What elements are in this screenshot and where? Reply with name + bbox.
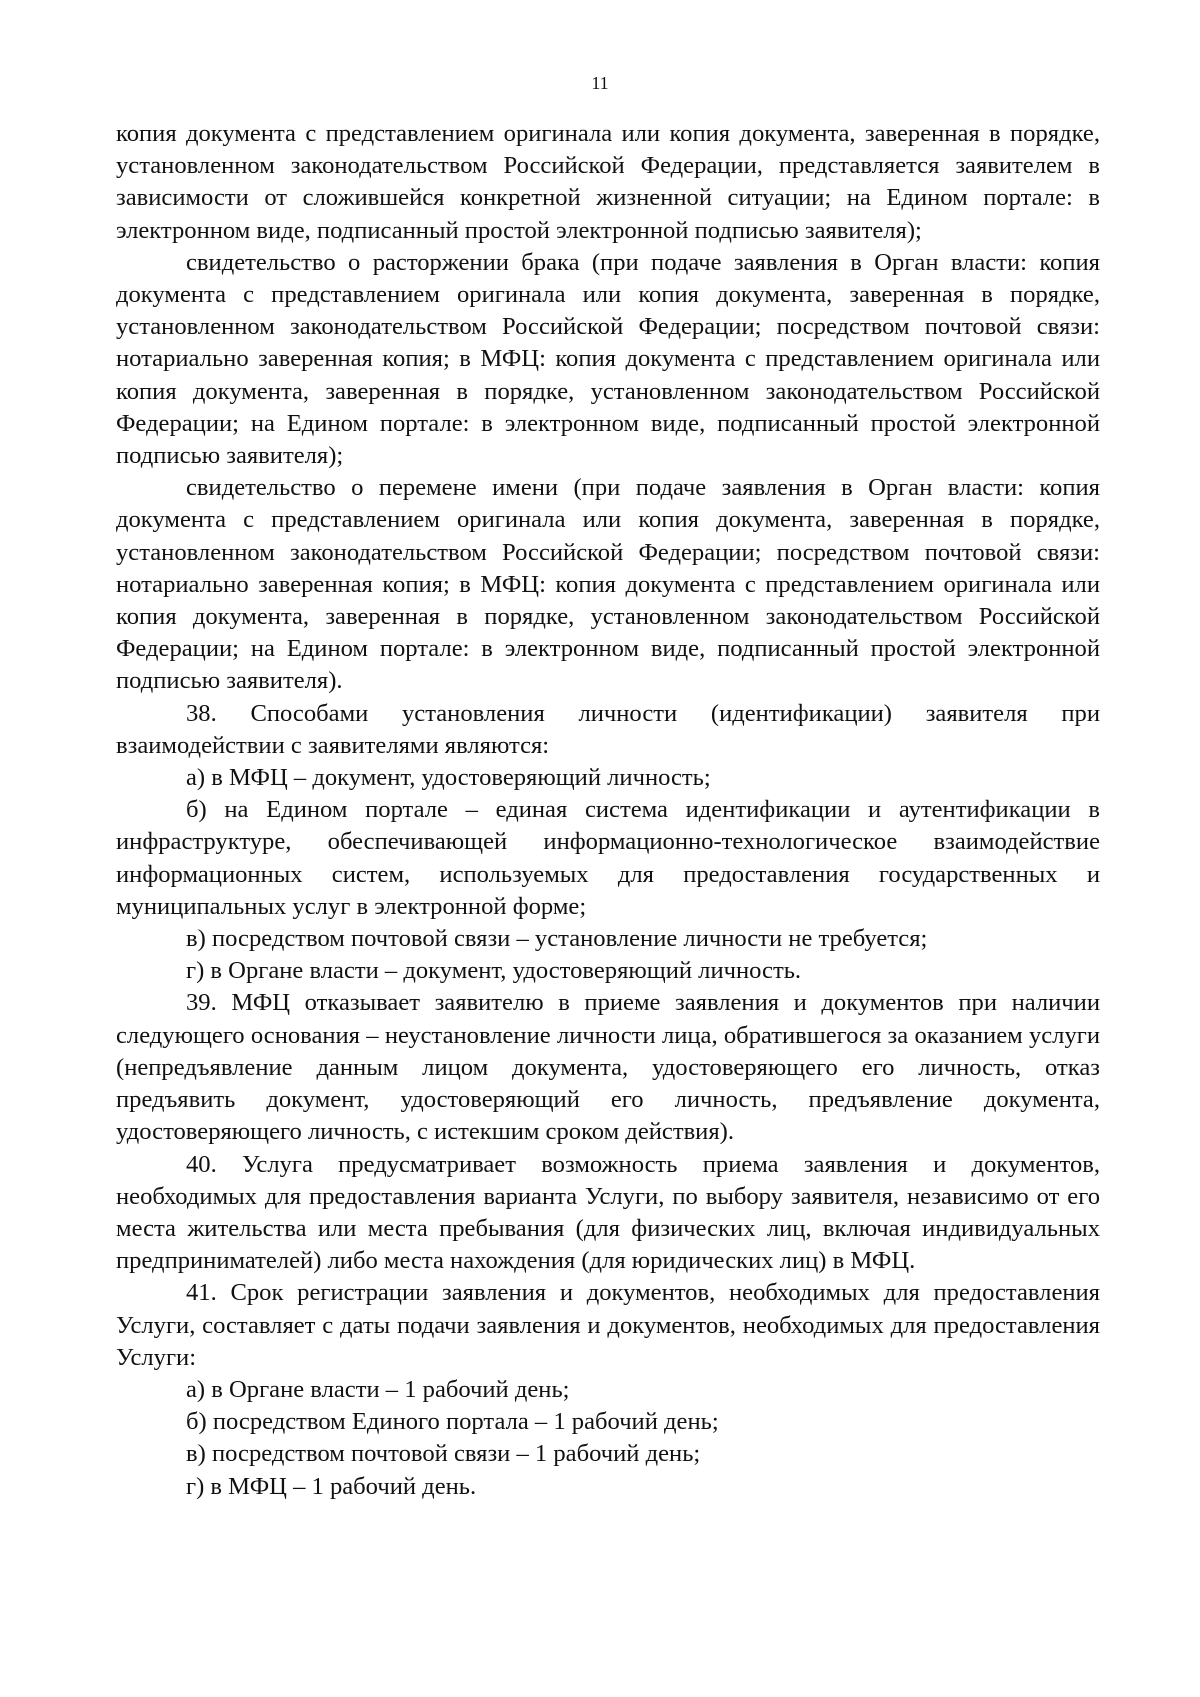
paragraph-41-b: б) посредством Единого портала – 1 рабочий день; <box>186 1408 719 1436</box>
paragraph-continuation: копия документа с представлением оригинала или копия документа, заверенная в порядке, установленном законодательством Российской Федерации, представляется заявителем в зависимости от сложившейся конкретной жизненной ситуации; на Едином портале: в электронном виде, подписанный простой электронной подписью заявителя); <box>116 120 1100 244</box>
paragraph-38: 38. Способами установления личности (идентификации) заявителя при взаимодействии с заявителями являются: <box>116 699 1100 759</box>
paragraph-41-g: г) в МФЦ – 1 рабочий день. <box>186 1472 477 1500</box>
paragraph-38-v: в) посредством почтовой связи – установление личности не требуется; <box>186 925 928 953</box>
paragraph-40: 40. Услуга предусматривает возможность приема заявления и документов, необходимых для предоставления варианта Услуги, по выбору заявителя, независимо от его места жительства или места пребывания (для физических лиц, включая индивидуальных предпринимателей) либо места нахождения (для юридических лиц) в МФЦ. <box>116 1150 1100 1275</box>
paragraph-39: 39. МФЦ отказывает заявителю в приеме заявления и документов при наличии следующего основания – неустановление личности лица, обратившегося за оказанием услуги (непредъявление данным лицом документа, удостоверяющего его личность, отказ предъявить документ, удостоверяющий его личность, предъявление документа, удостоверяющего личность, с истекшим сроком действия). <box>116 989 1100 1146</box>
paragraph-41-v: в) посредством почтовой связи – 1 рабочий день; <box>186 1440 701 1468</box>
paragraph-divorce-certificate: свидетельство о расторжении брака (при подаче заявления в Орган власти: копия документа с представлением оригинала или копия документа, заверенная в порядке, установленном законодательством Российской Федерации; посредством почтовой связи: нотариально заверенная копия; в МФЦ: копия документа с представлением оригинала или копия документа, заверенная в порядке, установленном законодательством Российской Федерации; на Едином портале: в электронном виде, подписанный простой электронной подписью заявителя); <box>116 248 1100 470</box>
paragraph-41-a: а) в Органе власти – 1 рабочий день; <box>186 1375 570 1403</box>
paragraph-38-b: б) на Едином портале – единая система идентификации и аутентификации в инфраструктуре, обеспечивающей информационно-технологическое взаимодействие информационных систем, используемых для предоставления государственных и муниципальных услуг в электронной форме; <box>116 796 1100 920</box>
page-number: 11 <box>591 73 609 93</box>
document-body <box>116 118 1100 1503</box>
paragraph-name-change-certificate: свидетельство о перемене имени (при подаче заявления в Орган власти: копия документа с представлением оригинала или копия документа, заверенная в порядке, установленном законодательством Российской Федерации; посредством почтовой связи: нотариально заверенная копия; в МФЦ: копия документа с представлением оригинала или копия документа, заверенная в порядке, установленном законодательством Российской Федерации; на Едином портале: в электронном виде, подписанный простой электронной подписью заявителя). <box>116 474 1100 695</box>
paragraph-38-g: г) в Органе власти – документ, удостоверяющий личность. <box>186 957 802 985</box>
paragraph-41: 41. Срок регистрации заявления и документов, необходимых для предоставления Услуги, составляет с даты подачи заявления и документов, необходимых для предоставления Услуги: <box>116 1279 1100 1371</box>
paragraph-38-a: а) в МФЦ – документ, удостоверяющий личность; <box>186 764 711 792</box>
